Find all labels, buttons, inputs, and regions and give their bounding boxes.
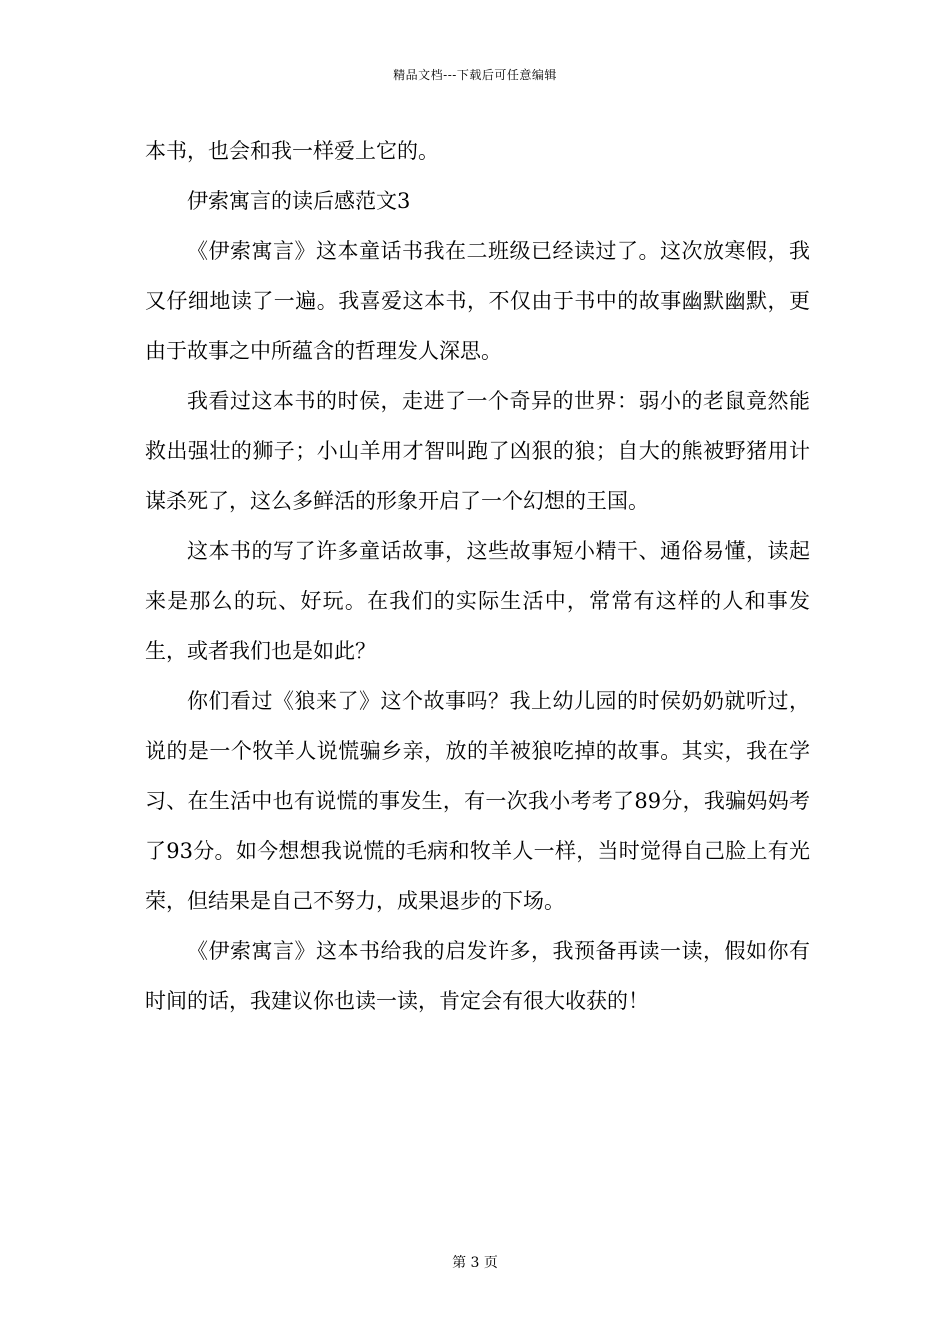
- paragraph: 《伊索寓言》这本童话书我在二班级已经读过了。这次放寒假，我又仔细地读了一遍。我喜爱这本书，不仅由于书中的故事幽默幽默，更由于故事之中所蕴含的哲理发人深思。: [145, 239, 810, 363]
- document-body: [145, 126, 810, 1026]
- paragraph: 这本书的写了许多童话故事，这些故事短小精干、通俗易懂，读起来是那么的玩、好玩。在我们的实际生活中，常常有这样的人和事发生，或者我们也是如此？: [145, 539, 810, 663]
- section-heading: 伊索寓言的读后感范文3: [187, 189, 411, 213]
- paragraph: 我看过这本书的时侯，走进了一个奇异的世界：弱小的老鼠竟然能救出强壮的狮子；小山羊用才智叫跑了凶狠的狼；自大的熊被野猪用计谋杀死了，这么多鲜活的形象开启了一个幻想的王国。: [145, 389, 810, 513]
- paragraph: 《伊索寓言》这本书给我的启发许多，我预备再读一读，假如你有时间的话，我建议你也读一读，肯定会有很大收获的！: [145, 939, 810, 1013]
- paragraph: 你们看过《狼来了》这个故事吗？我上幼儿园的时侯奶奶就听过，说的是一个牧羊人说慌骗乡亲，放的羊被狼吃掉的故事。其实，我在学习、在生活中也有说慌的事发生，有一次我小考考了89分，我骗妈妈考了93分。如今想想我说慌的毛病和牧羊人一样，当时觉得自己脸上有光荣，但结果是自己不努力，成果退步的下场。: [145, 689, 810, 913]
- continuation-paragraph: 本书，也会和我一样爱上它的。: [145, 139, 439, 163]
- page-header: 精品文档---下载后可任意编辑: [393, 68, 557, 82]
- page-number: 第 3 页: [452, 1255, 498, 1271]
